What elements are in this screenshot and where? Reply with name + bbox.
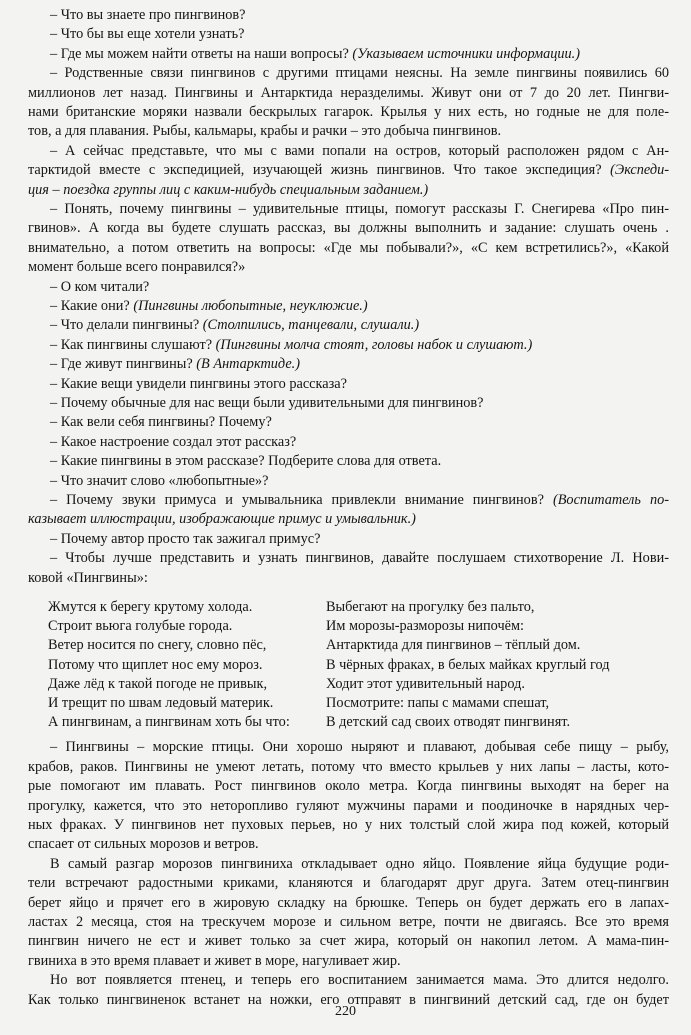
- paragraph-line: крабов, раков. Пингвины не умеют летать, потому что вместо крыльев у них лапы – ласты, кото-: [28, 758, 669, 775]
- paragraph-line: тели встречают радостными криками, кланяются и благодарят друг друга. Затем отец-пингвин: [28, 875, 669, 892]
- paragraph-line: В самый разгар морозов пингвиниха откладывает одно яйцо. Появление яйца будущие роди-: [50, 855, 669, 872]
- poem-line: Даже лёд к такой погоде не привык,: [48, 675, 268, 692]
- poem-line: Антарктида для пингвинов – тёплый дом.: [326, 637, 581, 654]
- poem-line: Ходит этот удивительный народ.: [326, 675, 525, 692]
- dialog-line: – Что вы знаете про пингвинов?: [50, 7, 246, 23]
- paragraph-line: ластах 2 месяца, стоя на трескучем морозе и сильном ветре, почти не двигаясь. Все это время: [28, 913, 669, 930]
- paragraph-line: – Пингвины – морские птицы. Они хорошо ныряют и плавают, добывая себе пищу – рыбу,: [50, 739, 669, 756]
- poem-line: Жмутся к берегу крутому холода.: [48, 599, 253, 616]
- question-line: – Какие вещи увидели пингвины этого рассказа?: [50, 375, 347, 392]
- poem-column-left: [28, 598, 326, 732]
- paragraph-line: берет яйцо и прячет его в жировую складку на брюшке. Теперь он будет держать его в лапах-: [28, 894, 669, 911]
- poem-line: В детский сад своих отводят пингвинят.: [326, 714, 571, 731]
- poem-line: Строит вьюга голубые города.: [48, 618, 233, 635]
- question-line: – Где живут пингвины? (В Антарктиде.): [50, 356, 301, 373]
- poem: [28, 598, 669, 732]
- paragraph-line: – А сейчас представьте, что мы с вами попали на остров, который расположен рядом с Ан-: [50, 142, 669, 159]
- paragraph-line: Но вот появляется птенец, и теперь его воспитанием занимается мама. Это длится недолго.: [50, 972, 669, 989]
- paragraph-line: момент больше всего понравился?»: [28, 259, 246, 276]
- question-line: – Какие они? (Пингвины любопытные, неуклюжие.): [50, 297, 368, 314]
- poem-line: Посмотрите: папы с мамами спешат,: [326, 695, 550, 712]
- question-line: – Что значит слово «любопытные»?: [50, 472, 269, 489]
- page-number: 220: [335, 1003, 356, 1019]
- question-line: – Почему автор просто так зажигал примус?: [50, 530, 321, 547]
- paragraph-line: – Понять, почему пингвины – удивительные птицы, помогут рассказы Г. Снегирева «Про пин-: [50, 200, 669, 217]
- poem-line: А пингвинам, а пингвинам хоть бы что:: [48, 714, 290, 731]
- paragraph-line: тов, а для плавания. Рыбы, кальмары, крабы и рачки – это добыча пингвинов.: [28, 123, 502, 140]
- paragraph-line: спасает от сильных морозов и ветров.: [28, 836, 259, 853]
- poem-column-right: [326, 598, 669, 732]
- question-line: – Как пингвины слушают? (Пингвины молча стоят, головы набок и слушают.): [50, 336, 533, 353]
- question-line: – Как вели себя пингвины? Почему?: [50, 414, 272, 431]
- poem-line: Ветер носится по снегу, словно пёс,: [48, 637, 267, 654]
- paragraph-line: прогулку, кажется, что это неторопливо гуляют мужчины парами и поодиночке в нарядных чер-: [28, 797, 669, 814]
- poem-line: Выбегают на прогулку без пальто,: [326, 599, 535, 616]
- paragraph-line: Как только пингвиненок встанет на ножки, его отправят в пингвиний детский сад, где он будет: [28, 991, 669, 1008]
- question-line: казывает иллюстрации, изображающие примус и умывальник.): [28, 511, 416, 528]
- paragraph-line: миллионов лет назад. Пингвины и Антарктида неразделимы. Живут они от 7 до 20 лет. Пингви-: [28, 84, 669, 101]
- paragraph-line: ция – поездка группы лиц с каким-нибудь специальным заданием.): [28, 181, 429, 198]
- paragraph-line: – Родственные связи пингвинов с другими птицами неясны. На земле пингвины появились 60: [50, 65, 669, 82]
- question-line: – Какие пингвины в этом рассказе? Подберите слова для ответа.: [50, 453, 442, 470]
- paragraph-line: пингвин ничего не ест и живет только за счет жира, который он накопил летом. А мама-пин-: [28, 933, 669, 950]
- poem-line: Им морозы-разморозы нипочём:: [326, 618, 524, 635]
- paragraph-line: нами британские моряки назвали бескрылых гагарок. Крылья у них есть, но годные не для полe-: [28, 104, 669, 120]
- paragraph-line: ных фраках. У пингвинов нет пуховых перьев, но у них толстый слой жира под кожей, который: [28, 817, 669, 834]
- poem-line: В чёрных фраках, в белых майках круглый год: [326, 656, 610, 673]
- dialog-line: – Где мы можем найти ответы на наши вопросы? (Указываем источники информации.): [50, 45, 581, 62]
- paragraph-line: ковой «Пингвины»:: [28, 569, 148, 586]
- poem-line: И трещит по швам ледовый материк.: [48, 695, 274, 712]
- paragraph-line: – Чтобы лучше представить и узнать пингвинов, давайте послушаем стихотворение Л. Нови-: [50, 550, 669, 567]
- poem-line: Потому что щиплет нос ему мороз.: [48, 656, 263, 673]
- question-line: – Почему обычные для нас вещи были удивительными для пингвинов?: [50, 395, 484, 411]
- paragraph-line: рые помогают им плавать. Рост пингвинов около метра. Когда пингвины выходят на берег на: [28, 778, 669, 795]
- paragraph-line: гвиниха в это время плавает и живет в море, нагуливает жир.: [28, 952, 401, 969]
- paragraph-line: гвинов». А когда вы будете слушать рассказ, вы должны выполнить и задание: слушать очень .: [28, 220, 669, 237]
- paragraph-line: внимательно, а потом ответить на вопросы: «Где мы побывали?», «С кем встретились?», «Какой: [28, 239, 669, 256]
- dialog-line: – Что бы вы еще хотели узнать?: [50, 26, 245, 43]
- question-line: – О ком читали?: [50, 278, 150, 295]
- paragraph-line: тарктидой вместе с экспедицией, изучающей жизнь пингвинов. Что такое экспедиция? (Экспеди-: [28, 162, 669, 179]
- question-line: – Какое настроение создал этот рассказ?: [50, 433, 297, 450]
- question-line: – Что делали пингвины? (Столпились, танцевали, слушали.): [50, 317, 420, 334]
- question-line: – Почему звуки примуса и умывальника привлекли внимание пингвинов? (Воспитатель по-: [50, 492, 669, 509]
